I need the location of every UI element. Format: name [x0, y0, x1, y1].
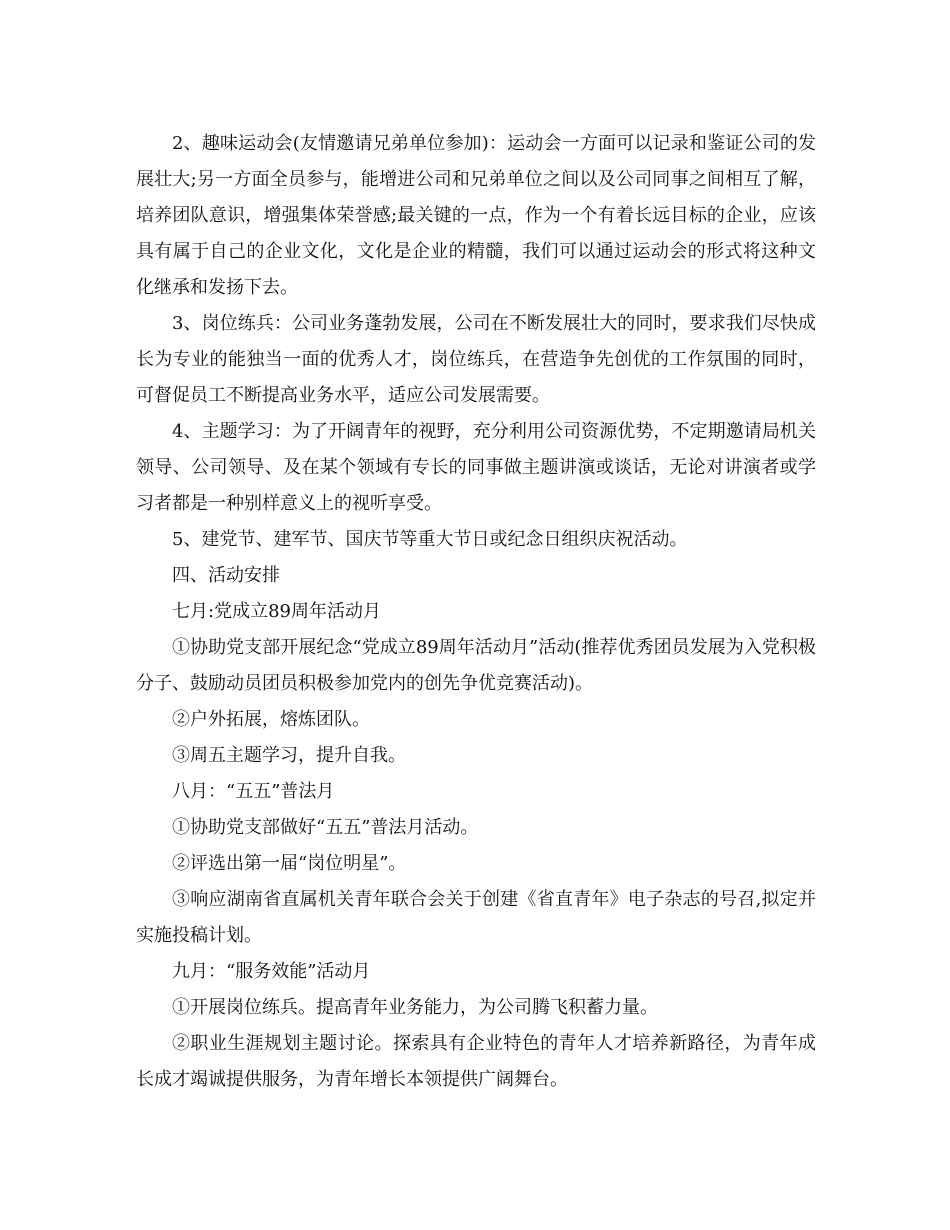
section-heading-activity-schedule: 四、活动安排	[172, 565, 280, 586]
list-item-july-2: ②户外拓展，熔炼团队。	[172, 709, 370, 730]
document-body	[136, 126, 816, 1098]
list-item-august-2: ②评选出第一届“岗位明星”。	[172, 853, 407, 874]
month-heading-september: 九月：“服务效能”活动月	[172, 961, 371, 982]
list-item-august-3: ③响应湖南省直属机关青年联合会关于创建《省直青年》电子杂志的号召,拟定并实施投稿计划。	[136, 889, 816, 946]
paragraph-job-training: 3、岗位练兵：公司业务蓬勃发展，公司在不断发展壮大的同时，要求我们尽快成长为专业的能独当一面的优秀人才，岗位练兵，在营造争先创优的工作氛围的同时，可督促员工不断提高业务水平，适应公司发展需要。	[136, 313, 816, 406]
paragraph-sports-meet: 2、趣味运动会(友情邀请兄弟单位参加)：运动会一方面可以记录和鉴证公司的发展壮大;另一方面全员参与，能增进公司和兄弟单位之间以及公司同事之间相互了解，培养团队意识，增强集体荣誉感;最关键的一点，作为一个有着长远目标的企业，应该具有属于自己的企业文化，文化是企业的精髓，我们可以通过运动会的形式将这种文化继承和发扬下去。	[136, 133, 816, 298]
month-heading-august: 八月：“五五”普法月	[172, 781, 335, 802]
list-item-july-1: ①协助党支部开展纪念“党成立89周年活动月”活动(推荐优秀团员发展为入党积极分子、鼓励动员团员积极参加党内的创先争优竞赛活动)。	[136, 637, 816, 694]
list-item-september-2: ②职业生涯规划主题讨论。探索具有企业特色的青年人才培养新路径，为青年成长成才竭诚提供服务，为青年增长本领提供广阔舞台。	[136, 1033, 816, 1090]
paragraph-holiday-celebrations: 5、建党节、建军节、国庆节等重大节日或纪念日组织庆祝活动。	[172, 529, 688, 550]
list-item-july-3: ③周五主题学习，提升自我。	[172, 745, 406, 766]
paragraph-theme-study: 4、主题学习：为了开阔青年的视野，充分利用公司资源优势，不定期邀请局机关领导、公司领导、及在某个领域有专长的同事做主题讲演或谈话，无论对讲演者或学习者都是一种别样意义上的视听享受。	[136, 421, 816, 514]
month-heading-july: 七月:党成立89周年活动月	[172, 601, 381, 622]
list-item-september-1: ①开展岗位练兵。提高青年业务能力，为公司腾飞积蓄力量。	[172, 997, 658, 1018]
list-item-august-1: ①协助党支部做好“五五”普法月活动。	[172, 817, 479, 838]
